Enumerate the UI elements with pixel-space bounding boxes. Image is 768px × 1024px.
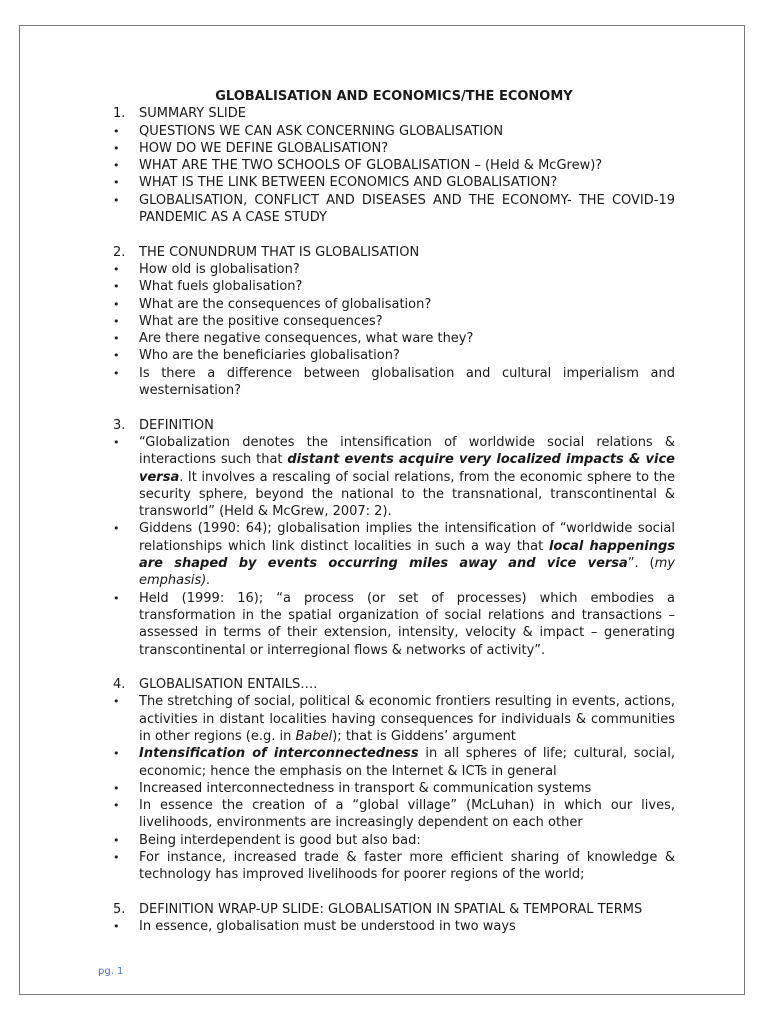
list-item [113,832,675,849]
list-item [113,140,675,157]
section-title: GLOBALISATION ENTAILS…. [139,677,318,693]
list-item-text: What fuels globalisation? [139,279,303,295]
list-item [113,745,675,780]
list-item-text: WHAT ARE THE TWO SCHOOLS OF GLOBALISATION – (Held & McGrew)? [139,158,603,174]
list-item-text: Held (1999: 16); “a process (or set of processes) which embodies a transformation in the spatial organization of social relations and transactions – assessed in terms of their extension, intensity, velocity & impact – generating transcontinental or interregional flows & networks of activity”. [139,590,675,658]
list-item-text: In essence, globalisation must be understood in two ways [139,919,516,935]
bullet-list [113,693,675,883]
list-item-text: GLOBALISATION, CONFLICT AND DISEASES AND THE ECONOMY- THE COVID-19 PANDEMIC AS A CASE STUDY [139,192,675,226]
text-run: in all spheres of life; cultural, social, economic; hence the emphasis on the Internet & ICTs in general [139,746,675,779]
bullet-icon: • [113,124,120,138]
text-run: ); that is Giddens’ argument [332,728,516,744]
list-item [113,434,675,520]
section-heading [113,417,675,434]
emphasis-text: Intensification of interconnectedness [139,746,419,762]
bullet-list [113,123,675,227]
section-heading [113,244,675,261]
bullet-icon: • [113,349,120,363]
list-item-text [139,745,675,780]
bullet-icon: • [113,366,120,380]
bullet-icon: • [113,591,120,605]
list-item-text: What are the consequences of globalisation? [139,296,432,312]
section-title: SUMMARY SLIDE [139,106,246,122]
bullet-icon: • [113,833,120,847]
list-item [113,278,675,295]
list-item [113,261,675,278]
section-number: 4. [113,677,126,693]
italic-text: Babel [295,728,333,744]
list-item-text: Increased interconnectedness in transport & communication systems [139,780,592,796]
list-item [113,192,675,227]
section-wrap-up [113,901,675,936]
emphasis-text: local happenings are shaped by events occurring miles away and vice versa [139,538,675,572]
list-item-text [139,520,675,589]
list-item [113,347,675,364]
list-item-text: Who are the beneficiaries globalisation? [139,348,400,364]
list-item-text [139,434,675,520]
list-item-text: WHAT IS THE LINK BETWEEN ECONOMICS AND GLOBALISATION? [139,175,558,191]
section-heading [113,105,675,122]
list-item-text: For instance, increased trade & faster more efficient sharing of knowledge & technology has improved livelihoods for poorer regions of the world; [139,850,675,883]
bullet-icon: • [113,262,120,276]
document-content [113,88,675,953]
text-run: The stretching of social, political & economic frontiers resulting in events, actions, activities in distant localities having consequences for individuals & communities in other regions (e.g. in [139,694,675,744]
bullet-list [113,434,675,659]
list-item [113,174,675,191]
bullet-icon: • [113,781,120,795]
list-item-text [139,693,675,745]
text-run: “Globalization denotes the intensification of worldwide social relations & interactions such that [139,434,675,468]
bullet-list [113,261,675,399]
page-number: pg. 1 [98,966,124,977]
italic-text: my emphasis). [139,556,675,589]
section-conundrum [113,244,675,400]
bullet-icon: • [113,193,120,207]
text-run: Giddens (1990: 64); globalisation implies the intensification of “worldwide social relationships which link distinct localities in such a way that [139,521,675,554]
section-heading [113,676,675,693]
text-run: ”. ( [627,556,655,572]
list-item-text: In essence the creation of a “global village” (McLuhan) in which our lives, livelihoods, environments are increasingly dependent on each other [139,798,675,831]
list-item [113,849,675,884]
list-item-text: HOW DO WE DEFINE GLOBALISATION? [139,140,389,156]
list-item-text: Being interdependent is good but also bad: [139,832,421,848]
emphasis-text: distant events acquire very localized impacts & vice versa [139,452,675,485]
bullet-icon: • [113,747,120,761]
list-item [113,157,675,174]
list-item [113,520,675,589]
list-item-text: What are the positive consequences? [139,313,383,329]
bullet-icon: • [113,332,120,346]
bullet-icon: • [113,176,120,190]
section-number: 5. [113,901,126,917]
bullet-list [113,918,675,935]
list-item [113,296,675,313]
section-heading [113,901,675,918]
list-item-text: How old is globalisation? [139,261,300,277]
bullet-icon: • [113,435,120,449]
section-number: 1. [113,106,126,122]
section-summary [113,105,675,226]
list-item-text: Are there negative consequences, what ware they? [139,331,474,347]
list-item [113,780,675,797]
bullet-icon: • [113,920,120,934]
section-definition [113,417,675,659]
bullet-icon: • [113,522,120,536]
list-item [113,313,675,330]
section-number: 3. [113,417,126,433]
section-title: DEFINITION [139,417,214,433]
section-title: THE CONUNDRUM THAT IS GLOBALISATION [139,244,420,260]
bullet-icon: • [113,851,120,865]
list-item [113,365,675,400]
document-title: GLOBALISATION AND ECONOMICS/THE ECONOMY [215,89,573,104]
list-item [113,590,675,659]
bullet-icon: • [113,297,120,311]
section-entails [113,676,675,884]
list-item-text: Is there a difference between globalisation and cultural imperialism and westernisation? [139,365,675,399]
section-title: DEFINITION WRAP-UP SLIDE: GLOBALISATION IN SPATIAL & TEMPORAL TERMS [139,901,643,917]
section-number: 2. [113,244,126,260]
bullet-icon: • [113,314,120,328]
list-item [113,123,675,140]
list-item [113,330,675,347]
list-item [113,693,675,745]
list-item-text: QUESTIONS WE CAN ASK CONCERNING GLOBALISATION [139,123,504,139]
list-item [113,797,675,832]
bullet-icon: • [113,159,120,173]
document-page [19,25,745,995]
bullet-icon: • [113,695,120,709]
text-run: . It involves a rescaling of social relations, from the economic sphere to the security sphere, beyond the national to the transnational, transcontinental & transworld” (Held & McGrew, 2007: 2). [139,469,675,520]
bullet-icon: • [113,280,120,294]
bullet-icon: • [113,141,120,155]
list-item [113,918,675,935]
bullet-icon: • [113,799,120,813]
